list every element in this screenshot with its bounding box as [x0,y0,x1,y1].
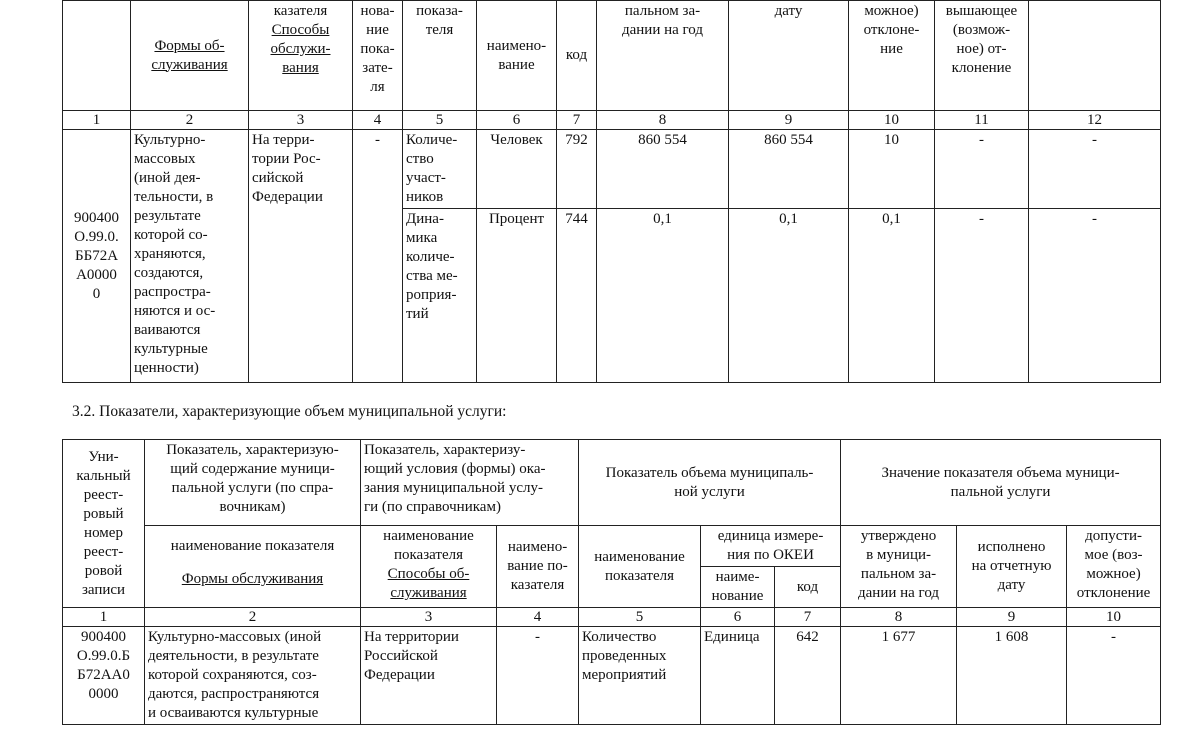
record-number: 900400 О.99.0. ББ72А А0000 0 [63,130,131,383]
col-number: 6 [477,111,557,130]
header-approved: утверждено в муници- пальном за- дании на год [841,526,957,608]
column-number-row [63,111,1161,130]
indicator-name: Количе- ство участ- ников [403,130,477,209]
done-value: 0,1 [729,209,849,383]
table-row [63,130,1161,209]
methods-label: Способы обслужи- вания [270,22,331,76]
volume-indicator-name: Количество проведенных мероприятий [579,627,701,725]
header-cell-done: дату [729,1,849,111]
header-cell-reason [1029,1,1161,111]
col-number: 4 [497,608,579,627]
allowed-deviation-value: - [1067,627,1161,725]
service-conditions: На терри- тории Рос- сийской Федерации [249,130,353,383]
volume-indicators-table [62,439,1161,725]
header-allowed-deviation: допусти- мое (воз- можное) отклонение [1067,526,1161,608]
deviation-value: 10 [849,130,935,209]
indicator-name-label: наименование показателя [170,538,335,554]
over-deviation-value: - [935,130,1029,209]
indicator-name: Дина- мика количе- ства ме- роприя- тий [403,209,477,383]
done-value: 1 608 [957,627,1067,725]
header-unit: единица измере- ния по ОКЕИ [701,526,841,567]
col-number: 7 [557,111,597,130]
col-number: 2 [145,608,361,627]
col-number: 8 [841,608,957,627]
reason-value: - [1029,209,1161,383]
header-volume-indicator: Показатель объема муниципаль- ной услуги [579,440,841,526]
col-number: 10 [849,111,935,130]
header-cell-forms [131,1,249,111]
deviation-value: 0,1 [849,209,935,383]
reason-value: - [1029,130,1161,209]
col-number: 2 [131,111,249,130]
unit-code: 744 [557,209,597,383]
col-number: 8 [597,111,729,130]
header-cond-name-2: наимено- вание по- казателя [497,526,579,608]
condition-name: - [353,130,403,383]
header-fragment: казателя [273,3,328,19]
header-record-number: Уни- кальный реест- ровый номер реест- ровой записи [63,440,145,608]
service-conditions: На территории Российской Федерации [361,627,497,725]
header-indicator-name [145,526,361,608]
col-number: 1 [63,608,145,627]
header-cell-over-deviation: вышающее (возмож- ное) от- клонение [935,1,1029,111]
methods-label: Способы об- служивания [387,566,470,601]
column-number-row [63,608,1161,627]
header-volume-value: Значение показателя объема муници- пальной услуги [841,440,1161,526]
forms-label: Формы обслуживания [181,571,324,587]
header-cell-approved: пальном за- дании на год [597,1,729,111]
header-volume-name: наименование показателя [579,526,701,608]
header-conditions-indicator: Показатель, характеризу- ющий условия (формы) ока- зания муниципальной услу- ги (по справочникам) [361,440,579,526]
approved-value: 0,1 [597,209,729,383]
forms-label: Формы об- служивания [151,37,228,73]
col-number: 3 [249,111,353,130]
col-number: 9 [729,111,849,130]
unit-code: 792 [557,130,597,209]
col-number: 11 [935,111,1029,130]
condition-name: - [497,627,579,725]
cond-name-label: наименование показателя [383,528,474,563]
done-value: 860 554 [729,130,849,209]
header-cell-record [63,1,131,111]
over-deviation-value: - [935,209,1029,383]
header-cell-indicator-name: нова- ние пока- зате- ля [353,1,403,111]
col-number: 4 [353,111,403,130]
table-row [63,627,1161,725]
approved-value: 860 554 [597,130,729,209]
approved-value: 1 677 [841,627,957,725]
quality-indicators-table [62,0,1161,383]
col-number: 7 [775,608,841,627]
col-number: 9 [957,608,1067,627]
header-content-indicator: Показатель, характеризую- щий содержание муници- пальной услуги (по спра- вочникам) [145,440,361,526]
unit-name: Человек [477,130,557,209]
header-cell-deviation: можное) отклоне- ние [849,1,935,111]
header-cond-name [361,526,497,608]
col-number: 10 [1067,608,1161,627]
col-number: 6 [701,608,775,627]
unit-name: Процент [477,209,557,383]
col-number: 5 [403,111,477,130]
unit-name: Единица [701,627,775,725]
header-unit-code: код [775,567,841,608]
header-cell-methods [249,1,353,111]
header-done: исполнено на отчетную дату [957,526,1067,608]
header-cell-unit-name: наимено- вание [477,1,557,111]
service-content: Культурно- массовых (иной дея- тельности, в результате которой со- храняются, создаются, распростра- няются и ос- ваиваются культурные ценности) [131,130,249,383]
col-number: 5 [579,608,701,627]
section-title: 3.2. Показатели, характеризующие объем муниципальной услуги: [72,403,507,420]
record-number: 900400 О.99.0.Б Б72АА0 0000 [63,627,145,725]
header-cell-unit-code: код [557,1,597,111]
header-cell-indicator: показа- теля [403,1,477,111]
service-content: Культурно-массовых (иной деятельности, в результате которой сохраняются, соз- даются, распространяются и осваиваются культурные [145,627,361,725]
unit-code: 642 [775,627,841,725]
col-number: 3 [361,608,497,627]
header-unit-name: наиме- нование [701,567,775,608]
col-number: 1 [63,111,131,130]
col-number: 12 [1029,111,1161,130]
